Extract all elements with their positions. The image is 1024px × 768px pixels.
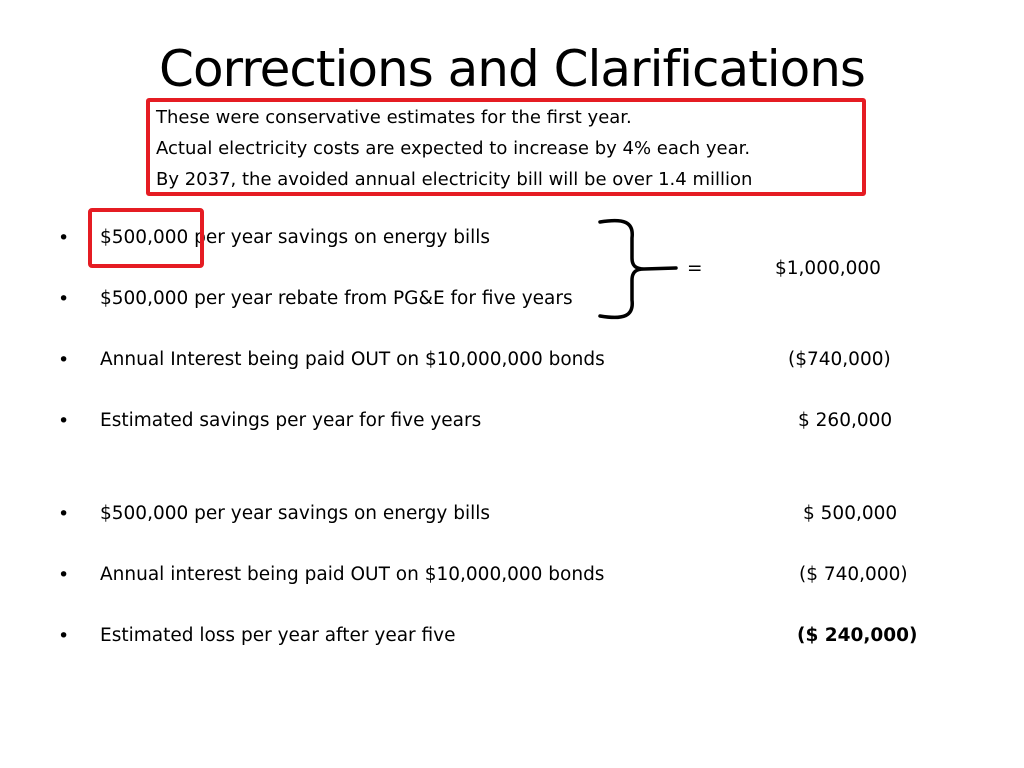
- bullet-5: •: [58, 503, 70, 525]
- note-line-2: Actual electricity costs are expected to increase by 4% each year.: [156, 138, 751, 159]
- slide-title: Corrections and Clarifications: [159, 40, 865, 98]
- bullet-4: •: [58, 410, 70, 432]
- row-7-text: Estimated loss per year after year five: [100, 625, 456, 646]
- row-6-amount: ($ 740,000): [799, 564, 908, 585]
- row-7-amount: ($ 240,000): [797, 625, 918, 646]
- combined-amount: $1,000,000: [775, 258, 881, 279]
- bullet-3: •: [58, 349, 70, 371]
- row-3-amount: ($740,000): [788, 349, 891, 370]
- row-3-text: Annual Interest being paid OUT on $10,000,000 bonds: [100, 349, 605, 370]
- row-6-text: Annual interest being paid OUT on $10,000,000 bonds: [100, 564, 605, 585]
- row-4-amount: $ 260,000: [798, 410, 893, 431]
- row-5-amount: $ 500,000: [803, 503, 898, 524]
- curly-brace-icon: [596, 216, 678, 322]
- note-line-3: By 2037, the avoided annual electricity bill will be over 1.4 million: [156, 169, 753, 190]
- amount-highlight-box: [88, 208, 204, 268]
- bullet-7: •: [58, 625, 70, 647]
- equals-sign: =: [687, 258, 703, 279]
- bullet-2: •: [58, 288, 70, 310]
- row-4-text: Estimated savings per year for five years: [100, 410, 482, 431]
- row-2-text: $500,000 per year rebate from PG&E for five years: [100, 288, 573, 309]
- bullet-1: •: [58, 227, 70, 249]
- row-5-text: $500,000 per year savings on energy bills: [100, 503, 491, 524]
- row-1-text: $500,000 per year savings on energy bills: [100, 227, 491, 248]
- note-line-1: These were conservative estimates for the first year.: [156, 107, 632, 128]
- bullet-6: •: [58, 564, 70, 586]
